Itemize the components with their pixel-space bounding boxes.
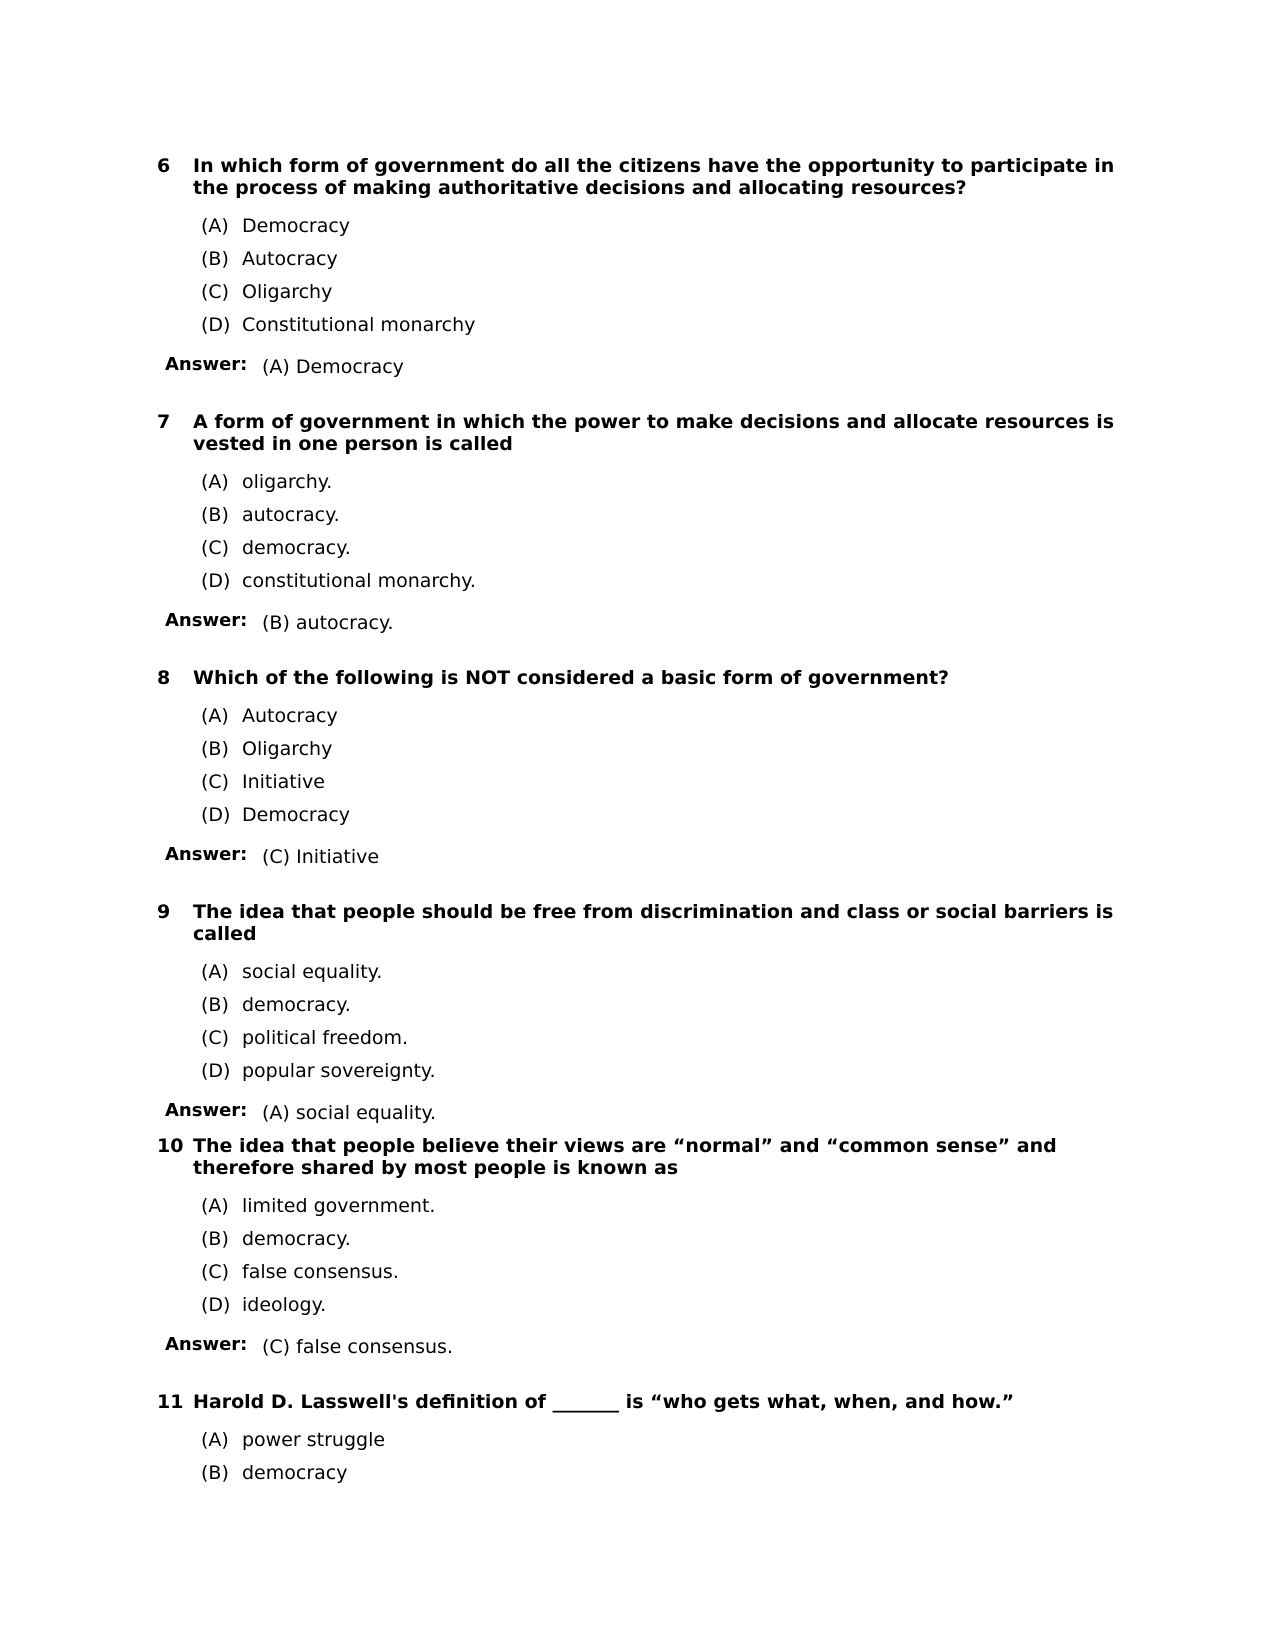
- option-text: political freedom.: [242, 1027, 409, 1049]
- option-a: [201, 961, 1117, 994]
- option-letter: (C): [201, 537, 230, 559]
- option-text: limited government.: [242, 1195, 436, 1217]
- answer-value: (C) Initiative: [262, 846, 380, 868]
- question-header: [157, 155, 1117, 199]
- answer-label: Answer:: [165, 844, 248, 865]
- question-text: The idea that people believe their views are “normal” and “common sense” and therefore shared by most people is known as: [193, 1135, 1057, 1179]
- question-header: [157, 1135, 1117, 1179]
- option-text: democracy.: [242, 1228, 351, 1250]
- question-header: [157, 901, 1117, 945]
- option-c: [201, 1261, 1117, 1294]
- answer-row: [165, 356, 1117, 378]
- answer-row: [165, 1102, 1117, 1124]
- option-text: Democracy: [242, 215, 351, 237]
- question-8: [157, 667, 1117, 868]
- option-c: [201, 1027, 1117, 1060]
- question-10: [157, 1135, 1117, 1358]
- option-a: [201, 1195, 1117, 1228]
- option-b: [201, 738, 1117, 771]
- option-letter: (D): [201, 1060, 231, 1082]
- option-list: [201, 1195, 1117, 1327]
- option-letter: (A): [201, 215, 229, 237]
- option-b: [201, 504, 1117, 537]
- option-list: [201, 961, 1117, 1093]
- answer-value: (A) social equality.: [262, 1102, 437, 1124]
- option-text: oligarchy.: [242, 471, 333, 493]
- question-text: A form of government in which the power to make decisions and allocate resources is vested in one person is called: [193, 411, 1115, 455]
- option-text: autocracy.: [242, 504, 340, 526]
- option-letter: (A): [201, 471, 229, 493]
- question-text: Which of the following is NOT considered a basic form of government?: [193, 667, 950, 689]
- option-list: [201, 215, 1117, 347]
- option-text: Autocracy: [242, 248, 338, 270]
- option-letter: (A): [201, 705, 229, 727]
- option-letter: (B): [201, 248, 229, 270]
- option-letter: (B): [201, 994, 229, 1016]
- answer-label: Answer:: [165, 1100, 248, 1121]
- answer-row: [165, 846, 1117, 868]
- option-text: Initiative: [242, 771, 325, 793]
- option-text: popular sovereignty.: [242, 1060, 436, 1082]
- option-letter: (D): [201, 1294, 231, 1316]
- option-letter: (B): [201, 1228, 229, 1250]
- question-header: [157, 1391, 1117, 1413]
- option-letter: (A): [201, 1195, 229, 1217]
- option-d: [201, 1060, 1117, 1093]
- option-letter: (A): [201, 1429, 229, 1451]
- question-number: 11: [157, 1391, 184, 1413]
- option-letter: (C): [201, 771, 230, 793]
- question-number: 7: [157, 411, 171, 433]
- option-a: [201, 215, 1117, 248]
- option-letter: (C): [201, 1027, 230, 1049]
- option-b: [201, 1228, 1117, 1261]
- option-d: [201, 314, 1117, 347]
- question-header: [157, 667, 1117, 689]
- option-text: social equality.: [242, 961, 383, 983]
- answer-label: Answer:: [165, 354, 248, 375]
- option-c: [201, 537, 1117, 570]
- answer-row: [165, 1336, 1117, 1358]
- option-a: [201, 1429, 1117, 1462]
- option-letter: (C): [201, 1261, 230, 1283]
- option-letter: (B): [201, 1462, 229, 1484]
- question-number: 9: [157, 901, 171, 923]
- option-letter: (D): [201, 570, 231, 592]
- option-list: [201, 705, 1117, 837]
- option-text: false consensus.: [242, 1261, 399, 1283]
- option-d: [201, 804, 1117, 837]
- question-header: [157, 411, 1117, 455]
- question-7: [157, 411, 1117, 634]
- question-number: 8: [157, 667, 171, 689]
- option-list: [201, 1429, 1117, 1495]
- option-text: power struggle: [242, 1429, 386, 1451]
- option-text: Oligarchy: [242, 738, 333, 760]
- question-text: The idea that people should be free from discrimination and class or social barriers is called: [193, 901, 1114, 945]
- answer-row: [165, 612, 1117, 634]
- option-text: democracy.: [242, 537, 351, 559]
- question-6: [157, 155, 1117, 378]
- answer-value: (B) autocracy.: [262, 612, 394, 634]
- option-c: [201, 771, 1117, 804]
- answer-label: Answer:: [165, 610, 248, 631]
- answer-value: (A) Democracy: [262, 356, 404, 378]
- option-a: [201, 705, 1117, 738]
- option-b: [201, 248, 1117, 281]
- option-c: [201, 281, 1117, 314]
- option-letter: (D): [201, 804, 231, 826]
- option-letter: (C): [201, 281, 230, 303]
- option-letter: (D): [201, 314, 231, 336]
- option-text: Democracy: [242, 804, 351, 826]
- option-d: [201, 1294, 1117, 1327]
- option-letter: (B): [201, 738, 229, 760]
- option-text: constitutional monarchy.: [242, 570, 476, 592]
- option-list: [201, 471, 1117, 603]
- answer-value: (C) false consensus.: [262, 1336, 453, 1358]
- option-b: [201, 1462, 1117, 1495]
- option-letter: (B): [201, 504, 229, 526]
- answer-label: Answer:: [165, 1334, 248, 1355]
- question-9: [157, 901, 1117, 1124]
- option-text: democracy.: [242, 994, 351, 1016]
- option-text: ideology.: [242, 1294, 327, 1316]
- question-text: In which form of government do all the citizens have the opportunity to participate in the process of making authoritative decisions and allocating resources?: [193, 155, 1115, 199]
- option-text: democracy: [242, 1462, 348, 1484]
- option-text: Constitutional monarchy: [242, 314, 476, 336]
- option-text: Autocracy: [242, 705, 338, 727]
- option-a: [201, 471, 1117, 504]
- option-b: [201, 994, 1117, 1027]
- question-number: 10: [157, 1135, 184, 1157]
- question-number: 6: [157, 155, 171, 177]
- question-11: [157, 1391, 1117, 1495]
- option-d: [201, 570, 1117, 603]
- question-text: Harold D. Lasswell's definition of _______ is “who gets what, when, and how.”: [193, 1391, 1015, 1413]
- option-letter: (A): [201, 961, 229, 983]
- option-text: Oligarchy: [242, 281, 333, 303]
